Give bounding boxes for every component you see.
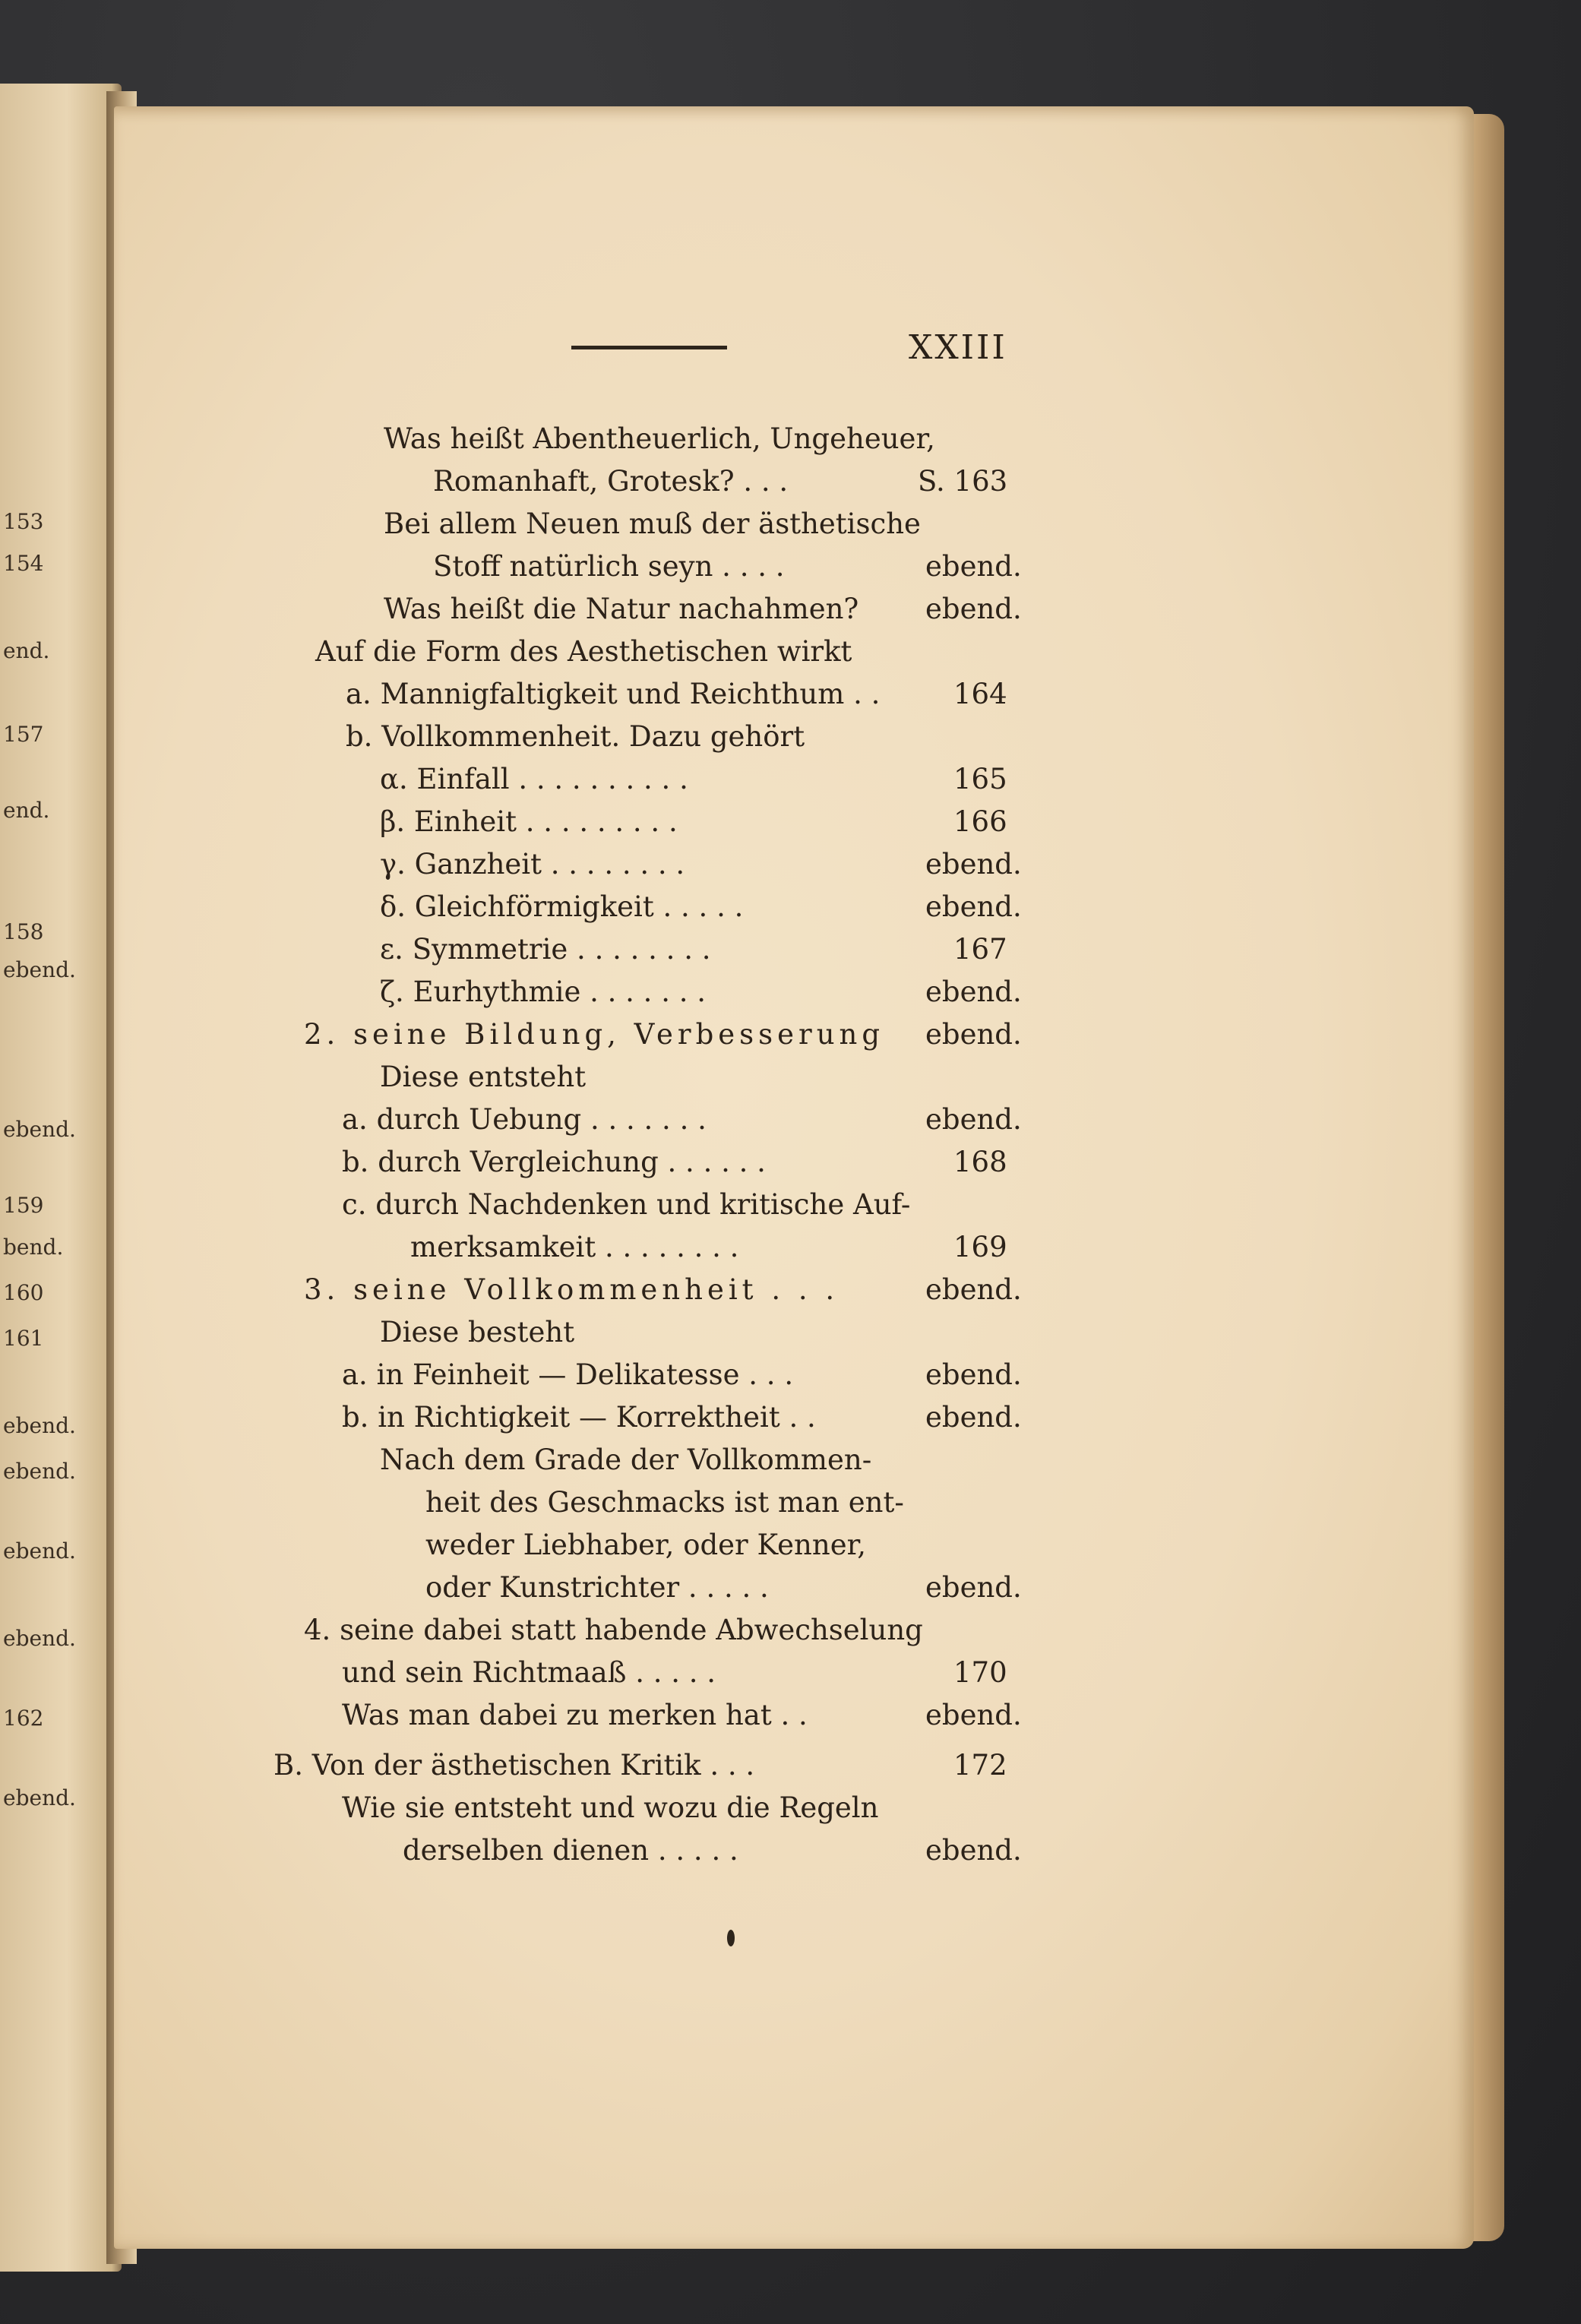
toc-page: 166 bbox=[953, 805, 1007, 838]
toc-entry: Was heißt die Natur nachahmen? bbox=[384, 593, 859, 625]
toc-page: ebend. bbox=[925, 1571, 1022, 1604]
toc-entry: Diese besteht bbox=[380, 1316, 575, 1349]
toc-page: ebend. bbox=[925, 1834, 1022, 1867]
toc-entry: a. Mannigfaltigkeit und Reichthum . . bbox=[346, 678, 881, 710]
toc-entry: 2. seine Bildung, Verbesserung bbox=[304, 1018, 885, 1051]
toc-page: ebend. bbox=[925, 1699, 1022, 1731]
toc-page: 169 bbox=[953, 1231, 1007, 1263]
left-page-number: 162 bbox=[3, 1706, 44, 1731]
toc-entry: oder Kunstrichter . . . . . bbox=[425, 1571, 769, 1604]
toc-entry: b. Vollkommenheit. Dazu gehört bbox=[346, 720, 805, 753]
toc-entry: heit des Geschmacks ist man ent- bbox=[425, 1486, 904, 1519]
left-page-number: 157 bbox=[3, 722, 44, 747]
left-page-number: ebend. bbox=[3, 1117, 76, 1142]
toc-entry: Auf die Form des Aesthetischen wirkt bbox=[315, 635, 852, 668]
toc-page: ebend. bbox=[925, 1018, 1022, 1051]
toc-entry: b. in Richtigkeit — Korrektheit . . bbox=[342, 1401, 816, 1434]
left-page-number: bend. bbox=[3, 1235, 64, 1260]
left-page-number: 154 bbox=[3, 551, 44, 576]
left-page-number: ebend. bbox=[3, 957, 76, 982]
left-page-number: 153 bbox=[3, 509, 44, 534]
toc-entry: Wie sie entsteht und wozu die Regeln bbox=[342, 1791, 879, 1824]
toc-entry: a. durch Uebung . . . . . . . bbox=[342, 1103, 707, 1136]
toc-page: ebend. bbox=[925, 890, 1022, 923]
toc-entry: 4. seine dabei statt habende Abwechselung bbox=[304, 1614, 923, 1646]
toc-entry: b. durch Vergleichung . . . . . . bbox=[342, 1146, 766, 1178]
toc-page: ebend. bbox=[925, 593, 1022, 625]
left-page-number: end. bbox=[3, 798, 50, 823]
toc-page: 165 bbox=[953, 763, 1007, 795]
toc-entry: derselben dienen . . . . . bbox=[403, 1834, 738, 1867]
toc-page: ebend. bbox=[925, 1358, 1022, 1391]
left-page-number: ebend. bbox=[3, 1626, 76, 1651]
ink-spot bbox=[727, 1930, 735, 1946]
left-page-number: 159 bbox=[3, 1193, 44, 1218]
toc-entry: und sein Richtmaaß . . . . . bbox=[342, 1656, 716, 1689]
toc-page: ebend. bbox=[925, 550, 1022, 583]
toc-entry: merksamkeit . . . . . . . . bbox=[410, 1231, 739, 1263]
toc-entry: γ. Ganzheit . . . . . . . . bbox=[380, 848, 685, 881]
toc-page: 170 bbox=[953, 1656, 1007, 1689]
toc-page: ebend. bbox=[925, 1273, 1022, 1306]
toc-entry: Stoff natürlich seyn . . . . bbox=[433, 550, 785, 583]
toc-page: 167 bbox=[953, 933, 1007, 966]
toc-entry: Bei allem Neuen muß der ästhetische bbox=[384, 507, 921, 540]
toc-entry: Diese entsteht bbox=[380, 1061, 587, 1093]
toc-entry: c. durch Nachdenken und kritische Auf- bbox=[342, 1188, 911, 1221]
toc-entry: α. Einfall . . . . . . . . . . bbox=[380, 763, 688, 795]
toc-page: S. 163 bbox=[918, 465, 1008, 498]
toc-entry: Was man dabei zu merken hat . . bbox=[342, 1699, 808, 1731]
toc-entry: 3. seine Vollkommenheit . . . bbox=[304, 1273, 840, 1306]
toc-page: 168 bbox=[953, 1146, 1007, 1178]
page-number: XXIII bbox=[909, 328, 1007, 367]
toc-entry: δ. Gleichförmigkeit . . . . . bbox=[380, 890, 744, 923]
toc-entry: weder Liebhaber, oder Kenner, bbox=[425, 1529, 866, 1561]
toc-page: 164 bbox=[953, 678, 1007, 710]
left-page-number: 158 bbox=[3, 919, 44, 944]
toc-entry: ε. Symmetrie . . . . . . . . bbox=[380, 933, 711, 966]
toc-page: 172 bbox=[953, 1749, 1007, 1782]
left-page-number: ebend. bbox=[3, 1785, 76, 1810]
toc-page: ebend. bbox=[925, 1103, 1022, 1136]
toc-page: ebend. bbox=[925, 848, 1022, 881]
toc-page: ebend. bbox=[925, 1401, 1022, 1434]
toc-entry: Was heißt Abentheuerlich, Ungeheuer, bbox=[384, 422, 935, 455]
left-page-number: ebend. bbox=[3, 1459, 76, 1484]
left-page-number: 161 bbox=[3, 1326, 44, 1351]
toc-entry: Nach dem Grade der Vollkommen- bbox=[380, 1443, 872, 1476]
toc-entry: β. Einheit . . . . . . . . . bbox=[380, 805, 678, 838]
toc-page: ebend. bbox=[925, 975, 1022, 1008]
toc-entry: ζ. Eurhythmie . . . . . . . bbox=[380, 975, 707, 1008]
toc-entry: a. in Feinheit — Delikatesse . . . bbox=[342, 1358, 794, 1391]
left-page-number: end. bbox=[3, 638, 50, 663]
left-page-number: 160 bbox=[3, 1280, 44, 1305]
left-page-number: ebend. bbox=[3, 1538, 76, 1564]
left-page-number: ebend. bbox=[3, 1413, 76, 1438]
toc-entry: Romanhaft, Grotesk? . . . bbox=[433, 465, 789, 498]
toc-entry: B. Von der ästhetischen Kritik . . . bbox=[274, 1749, 755, 1782]
